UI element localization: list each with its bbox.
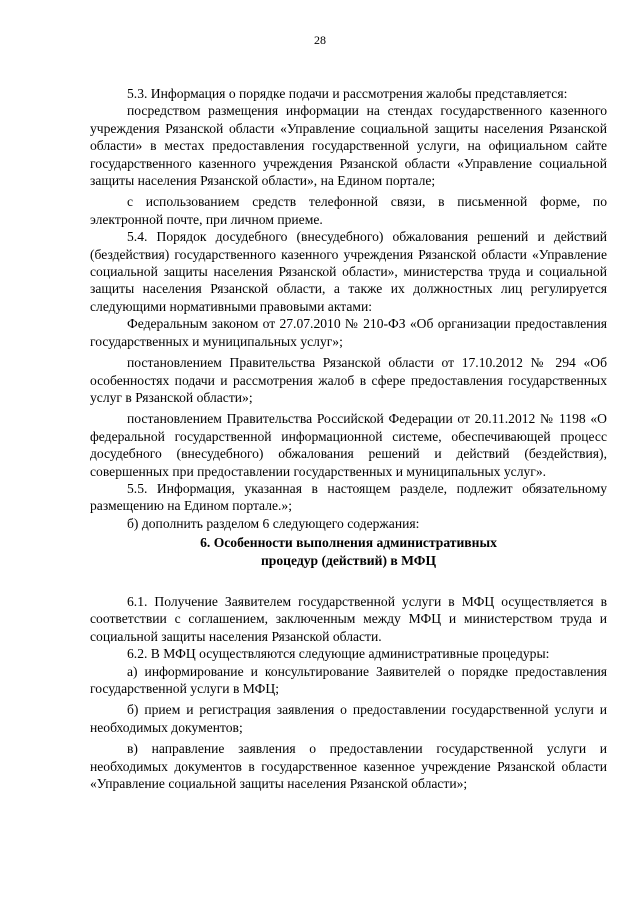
paragraph-federal-decree: постановлением Правительства Российской Федерации от 20.11.2012 № 1198 «О федеральной государственной информационной системе, обеспечивающей процесс досудебного (внесудебного) обжалования решений и действий (бездействия), совершенных при предоставлении государственных и муниципальных услуг». <box>90 411 607 479</box>
paragraph-federal-law: Федеральным законом от 27.07.2010 № 210-ФЗ «Об организации предоставления государственных и муниципальных услуг»; <box>90 316 607 349</box>
paragraph-5-3: 5.3. Информация о порядке подачи и рассмотрения жалобы представляется: <box>127 86 568 101</box>
page-number: 28 <box>314 33 326 47</box>
section-heading-line-1: 6. Особенности выполнения административных <box>200 535 497 551</box>
paragraph-amendment: б) дополнить разделом 6 следующего содержания: <box>127 515 420 531</box>
paragraph-5-4: 5.4. Порядок досудебного (внесудебного) обжалования решений и действий (бездействия) государственного казенного учреждения Рязанской области «Управление социальной защиты населения Рязанской области», министерства труда и социальной защиты населения Рязанской области, а также их должностных лиц регулируется следующими нормативными правовыми актами: <box>90 229 607 314</box>
list-item-v: в) направление заявления о предоставлении государственной услуги и необходимых документов в государственное казенное учреждение Рязанской области «Управление социальной защиты населения Рязанской области»; <box>90 741 607 792</box>
paragraph-regional-decree: постановлением Правительства Рязанской области от 17.10.2012 № 294 «Об особенностях подачи и рассмотрения жалоб в сфере предоставления государственных услуг в Рязанской области»; <box>90 355 607 405</box>
document-body <box>90 85 607 792</box>
paragraph-6-1: 6.1. Получение Заявителем государственной услуги в МФЦ осуществляется в соответствии с соглашением, заключенным между МФЦ и министерством труда и социальной защиты населения Рязанской области. <box>90 593 607 644</box>
paragraph-phone: с использованием средств телефонной связи, в письменной форме, по электронной почте, при личном приеме. <box>90 194 607 227</box>
list-item-b: б) прием и регистрация заявления о предоставлении государственной услуги и необходимых документов; <box>90 702 607 735</box>
paragraph-6-2: 6.2. В МФЦ осуществляются следующие административные процедуры: <box>127 646 550 662</box>
paragraph-stands: посредством размещения информации на стендах государственного казенного учреждения Рязанской области «Управление социальной защиты населения Рязанской области» в местах предоставления государственной услуги, на официальном сайте государственного казенного учреждения Рязанской области «Управление социальной защиты населения Рязанской области», на Едином портале; <box>90 103 607 189</box>
list-item-a: а) информирование и консультирование Заявителей о порядке предоставления государственной услуги в МФЦ; <box>90 663 607 696</box>
paragraph-5-5: 5.5. Информация, указанная в настоящем разделе, подлежит обязательному размещению на Едином портале.»; <box>90 480 607 514</box>
section-heading-line-2: процедур (действий) в МФЦ <box>260 552 437 568</box>
section-heading <box>90 534 607 569</box>
